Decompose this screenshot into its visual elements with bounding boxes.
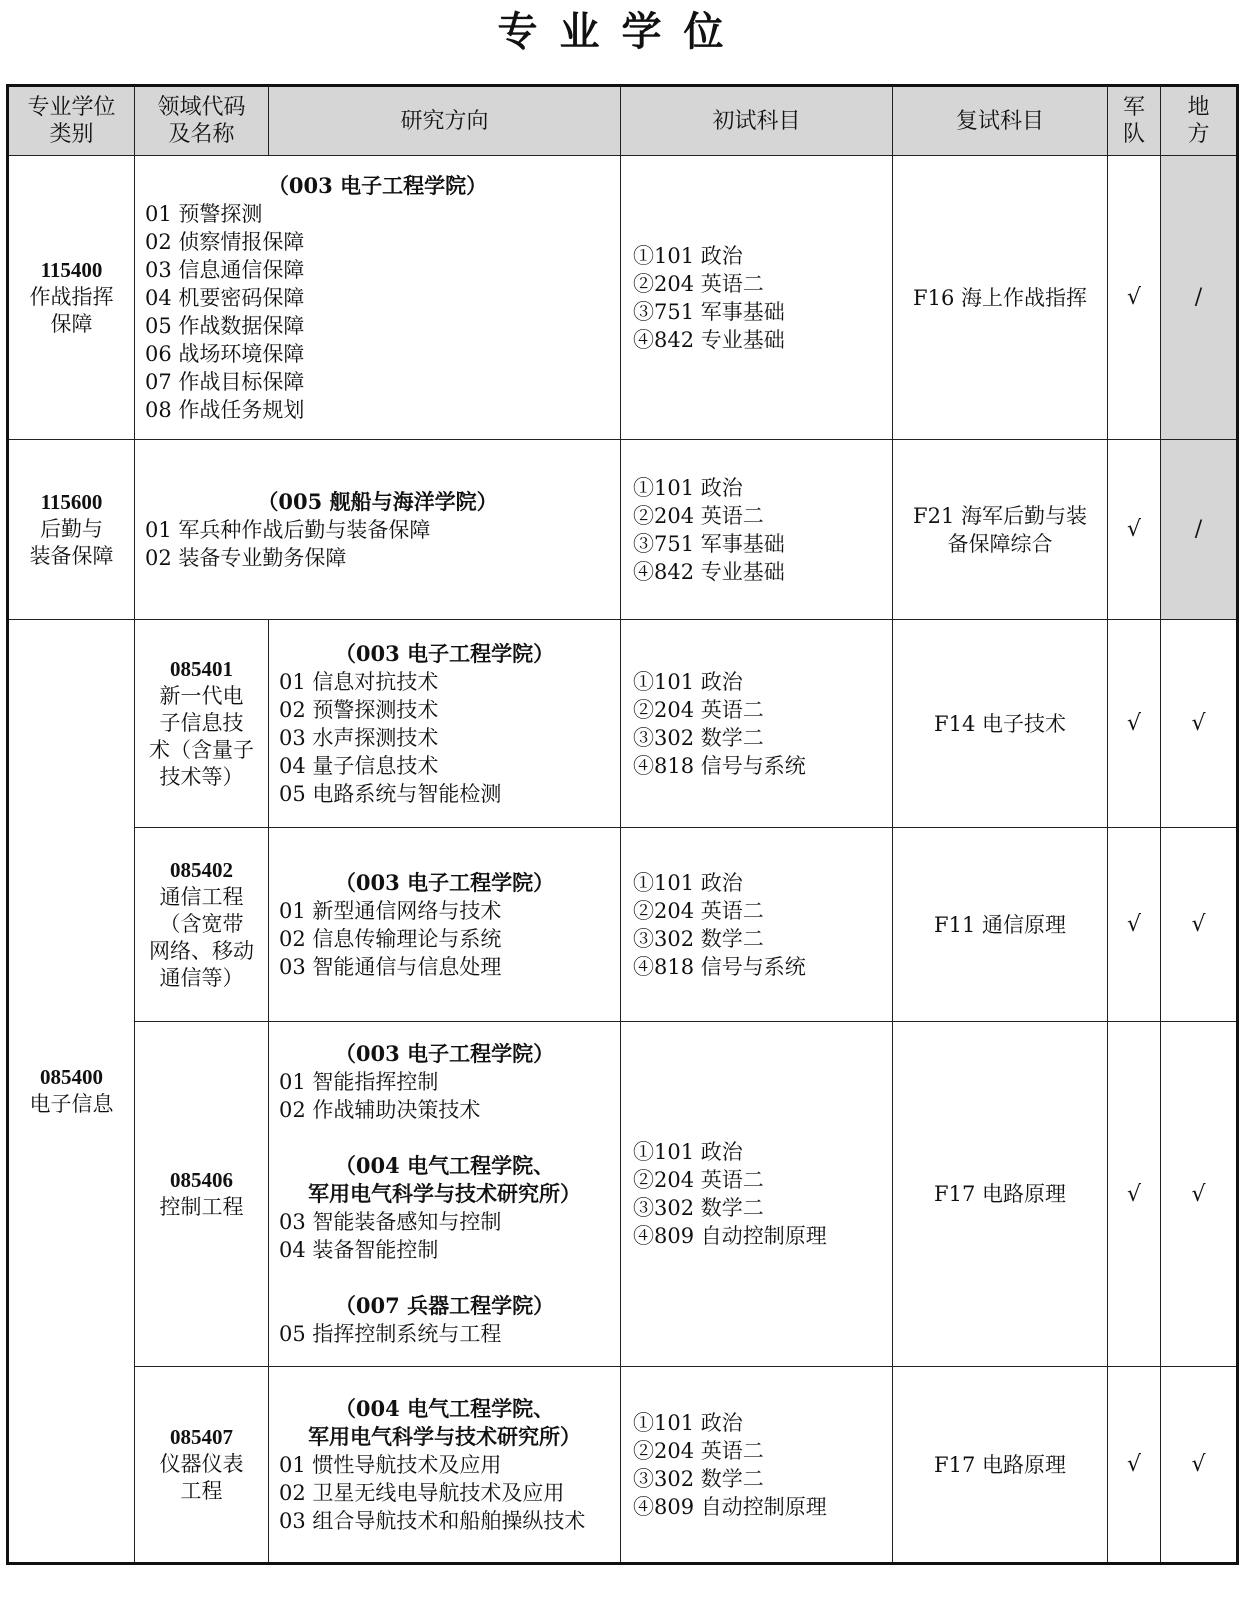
direction-item: 02 装备专业勤务保障: [145, 545, 347, 570]
header-retest: 复试科目: [893, 86, 1108, 156]
header-category-line: 专业学位: [27, 95, 116, 120]
direction-item: 03 组合导航技术和船舶操纵技术: [279, 1508, 586, 1533]
direction-item: 05 电路系统与智能检测: [279, 781, 502, 806]
initial-exam-cell: [621, 440, 893, 620]
retest-cell: [893, 440, 1108, 620]
exam-item: ②204 英语二: [633, 898, 764, 923]
exam-item: ④818 信号与系统: [633, 753, 806, 778]
table-row: [8, 156, 1238, 440]
direction-cell: [135, 440, 621, 620]
exam-item: ③302 数学二: [633, 926, 764, 951]
exam-item: ②204 英语二: [633, 503, 764, 528]
direction-item: 03 智能通信与信息处理: [279, 954, 502, 979]
header-field-line: 及名称: [168, 122, 235, 147]
college-name: 军用电气科学与技术研究所）: [308, 1181, 581, 1206]
header-military-line: 队: [1122, 122, 1145, 147]
military-mark: √: [1108, 620, 1161, 828]
retest-cell: [893, 620, 1108, 828]
exam-item: ④809 自动控制原理: [633, 1494, 827, 1519]
exam-item: ③302 数学二: [633, 1466, 764, 1491]
group-spacer: [279, 1124, 610, 1152]
field-name: 仪器仪表: [159, 1452, 244, 1476]
direction-item: 03 信息通信保障: [145, 257, 305, 282]
field-name: 通信工程: [159, 885, 244, 909]
direction-item: 03 水声探测技术: [279, 725, 439, 750]
exam-item: ①101 政治: [633, 475, 743, 500]
direction-cell: [269, 1022, 621, 1367]
college-name: （004 电气工程学院、: [334, 1153, 555, 1178]
direction-item: 02 预警探测技术: [279, 697, 439, 722]
retest-line: F17 电路原理: [934, 1182, 1066, 1206]
initial-exam-cell: [621, 156, 893, 440]
header-field-line: 领域代码: [157, 95, 246, 120]
direction-item: 01 智能指挥控制: [279, 1070, 439, 1094]
direction-item: 04 机要密码保障: [145, 285, 305, 310]
direction-item: 04 量子信息技术: [279, 753, 439, 778]
military-mark: √: [1108, 440, 1161, 620]
category-name: 电子信息: [29, 1092, 114, 1116]
exam-item: ①101 政治: [633, 1140, 743, 1164]
header-local-line: 方: [1187, 122, 1210, 147]
category-cell: [8, 440, 135, 620]
retest-line: F21 海军后勤与装: [913, 503, 1087, 528]
exam-item: ②204 英语二: [633, 1438, 764, 1463]
exam-item: ④809 自动控制原理: [633, 1224, 827, 1248]
category-name: 保障: [50, 312, 93, 336]
direction-item: 02 信息传输理论与系统: [279, 926, 502, 951]
exam-item: ④842 专业基础: [633, 327, 785, 352]
exam-item: ②204 英语二: [633, 271, 764, 296]
header-field: [135, 86, 269, 156]
local-mark: √: [1161, 1367, 1238, 1564]
college-name: 军用电气科学与技术研究所）: [308, 1423, 581, 1449]
college-name: （004 电气工程学院、: [334, 1395, 555, 1421]
direction-item: 01 信息对抗技术: [279, 669, 439, 694]
field-code: 085402: [170, 858, 233, 882]
retest-cell: [893, 1367, 1108, 1564]
local-mark: /: [1161, 156, 1238, 440]
exam-item: ①101 政治: [633, 870, 743, 895]
field-name: 子信息技: [159, 711, 244, 735]
header-row: [8, 86, 1238, 156]
field-cell: [135, 1367, 269, 1564]
direction-item: 05 作战数据保障: [145, 313, 305, 338]
field-name: 控制工程: [159, 1195, 244, 1219]
direction-cell: [269, 620, 621, 828]
direction-item: 05 指挥控制系统与工程: [279, 1322, 502, 1346]
table-row: [8, 1022, 1238, 1367]
table-row: [8, 620, 1238, 828]
header-military-line: 军: [1122, 95, 1145, 120]
direction-item: 01 新型通信网络与技术: [279, 898, 502, 923]
direction-item: 06 战场环境保障: [145, 341, 305, 366]
field-name: 网络、移动: [149, 939, 254, 963]
field-name: 工程: [180, 1479, 223, 1503]
retest-cell: [893, 156, 1108, 440]
table-body: [8, 156, 1238, 1564]
direction-item: 03 智能装备感知与控制: [279, 1210, 502, 1234]
exam-item: ①101 政治: [633, 1410, 743, 1435]
header-local-line: 地: [1187, 95, 1210, 120]
direction-item: 01 惯性导航技术及应用: [279, 1452, 502, 1477]
retest-line: F16 海上作战指挥: [913, 285, 1087, 310]
direction-item: 08 作战任务规划: [145, 397, 305, 422]
direction-item: 07 作战目标保障: [145, 369, 305, 394]
exam-item: ③751 军事基础: [633, 531, 785, 556]
header-category: [8, 86, 135, 156]
category-name: 装备保障: [29, 544, 114, 568]
retest-cell: [893, 1022, 1108, 1367]
military-mark: √: [1108, 1367, 1161, 1564]
exam-item: ②204 英语二: [633, 1168, 764, 1192]
field-name: 技术等）: [159, 765, 244, 789]
local-mark: √: [1161, 620, 1238, 828]
direction-cell: [269, 1367, 621, 1564]
exam-item: ①101 政治: [633, 243, 743, 268]
direction-item: 02 作战辅助决策技术: [279, 1098, 481, 1122]
direction-cell: [269, 828, 621, 1022]
field-code: 085407: [170, 1425, 233, 1449]
college-name: （003 电子工程学院）: [334, 869, 555, 895]
exam-item: ②204 英语二: [633, 697, 764, 722]
table-row: [8, 828, 1238, 1022]
field-cell: [135, 620, 269, 828]
table-row: [8, 440, 1238, 620]
military-mark: √: [1108, 156, 1161, 440]
category-code: 085400: [40, 1065, 103, 1089]
initial-exam-cell: [621, 828, 893, 1022]
exam-item: ③751 军事基础: [633, 299, 785, 324]
initial-exam-cell: [621, 1367, 893, 1564]
category-code: 115400: [40, 258, 103, 282]
military-mark: √: [1108, 1022, 1161, 1367]
retest-line: F17 电路原理: [934, 1452, 1066, 1477]
college-name: （007 兵器工程学院）: [334, 1293, 555, 1318]
header-direction: 研究方向: [269, 86, 621, 156]
category-name: 作战指挥: [29, 285, 114, 309]
initial-exam-cell: [621, 1022, 893, 1367]
field-cell: [135, 1022, 269, 1367]
program-table-frame: [6, 84, 1236, 1595]
military-mark: √: [1108, 828, 1161, 1022]
initial-exam-cell: [621, 620, 893, 828]
program-table: [6, 84, 1239, 1565]
category-code: 115600: [40, 490, 103, 514]
field-code: 085406: [170, 1168, 233, 1192]
direction-item: 02 卫星无线电导航技术及应用: [279, 1480, 565, 1505]
field-name: 通信等）: [159, 966, 244, 990]
field-name: 术（含量子: [149, 738, 254, 762]
table-row: [8, 1367, 1238, 1564]
exam-item: ①101 政治: [633, 669, 743, 694]
local-mark: /: [1161, 440, 1238, 620]
exam-item: ④842 专业基础: [633, 559, 785, 584]
field-cell: [135, 828, 269, 1022]
header-military: [1108, 86, 1161, 156]
group-spacer: [279, 1264, 610, 1292]
direction-cell: [135, 156, 621, 440]
retest-line: F14 电子技术: [934, 711, 1066, 736]
college-name: （003 电子工程学院）: [334, 1041, 555, 1066]
direction-item: 01 军兵种作战后勤与装备保障: [145, 517, 431, 542]
retest-line: F11 通信原理: [934, 912, 1066, 937]
retest-line: 备保障综合: [947, 531, 1053, 556]
field-code: 085401: [170, 657, 233, 681]
retest-cell: [893, 828, 1108, 1022]
field-name: （含宽带: [159, 912, 244, 936]
local-mark: √: [1161, 828, 1238, 1022]
college-name: （003 电子工程学院）: [334, 640, 555, 666]
college-name: （005 舰船与海洋学院）: [257, 488, 498, 514]
category-name: 后勤与: [40, 517, 103, 541]
direction-item: 02 侦察情报保障: [145, 229, 305, 254]
field-name: 新一代电: [159, 684, 244, 708]
direction-item: 04 装备智能控制: [279, 1238, 439, 1262]
college-name: （003 电子工程学院）: [267, 172, 488, 198]
header-initial-exam: 初试科目: [621, 86, 893, 156]
exam-item: ④818 信号与系统: [633, 954, 806, 979]
page-title: 专业学位: [497, 9, 746, 55]
header-local: [1161, 86, 1238, 156]
header-category-line: 类别: [49, 122, 94, 147]
direction-item: 01 预警探测: [145, 201, 263, 226]
local-mark: √: [1161, 1022, 1238, 1367]
exam-item: ③302 数学二: [633, 725, 764, 750]
category-cell: [8, 156, 135, 440]
exam-item: ③302 数学二: [633, 1196, 764, 1220]
category-cell: [8, 620, 135, 1564]
